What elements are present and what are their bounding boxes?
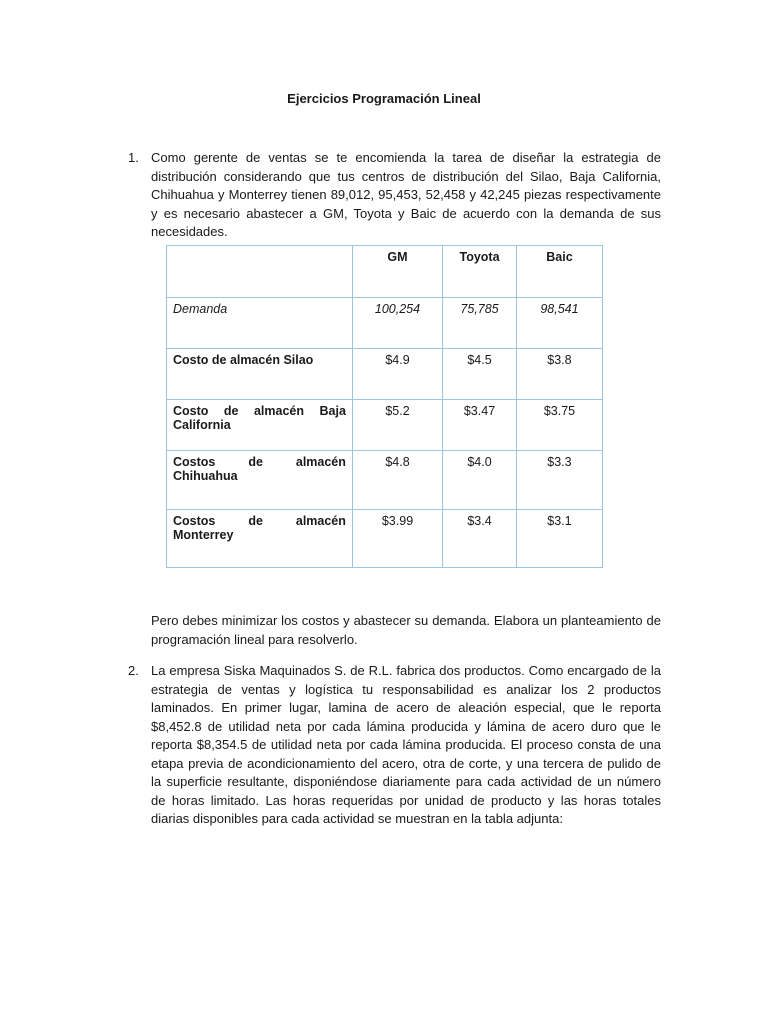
cell-gm: $3.99 bbox=[352, 510, 442, 568]
cell-gm: $4.8 bbox=[352, 451, 442, 510]
header-baic: Baic bbox=[516, 246, 602, 298]
page-title: Ejercicios Programación Lineal bbox=[287, 91, 481, 106]
row-label: Costos de almacén Monterrey bbox=[167, 510, 353, 568]
row-label: Costo de almacén Baja California bbox=[167, 400, 353, 451]
row-label: Costos de almacén Chihuahua bbox=[167, 451, 353, 510]
exercise-1-number: 1. bbox=[128, 150, 139, 165]
cell-baic: 98,541 bbox=[516, 298, 602, 349]
cost-table bbox=[166, 245, 603, 568]
cell-baic: $3.3 bbox=[516, 451, 602, 510]
exercise-2 bbox=[128, 662, 661, 829]
cell-toyota: $4.5 bbox=[443, 349, 517, 400]
cell-baic: $3.75 bbox=[516, 400, 602, 451]
table-row bbox=[167, 510, 603, 568]
row-label: Demanda bbox=[167, 298, 353, 349]
cell-toyota: $3.4 bbox=[443, 510, 517, 568]
row-label: Costo de almacén Silao bbox=[167, 349, 353, 400]
cell-gm: $4.9 bbox=[352, 349, 442, 400]
header-toyota: Toyota bbox=[443, 246, 517, 298]
exercise-2-text: La empresa Siska Maquinados S. de R.L. fabrica dos productos. Como encargado de la estrategia de ventas y logística tu responsabilidad es analizar los 2 productos laminados. En primer lugar, lamina de acero de aleación especial, que le reporta $8,452.8 de utilidad neta por cada lámina producida y lámina de acero duro que le reporta $8,354.5 de utilidad neta por cada lámina producida. El proceso consta de una etapa previa de acondicionamiento del acero, otra de corte, y una tercera de pulido de la superficie resultante, disponiéndose diariamente para cada actividad de un número de horas limitado. Las horas requeridas por unidad de producto y las horas totales diarias disponibles para cada actividad se muestran en la tabla adjunta: bbox=[151, 663, 661, 826]
cell-toyota: $3.47 bbox=[443, 400, 517, 451]
exercise-1 bbox=[128, 149, 661, 242]
cell-gm: $5.2 bbox=[352, 400, 442, 451]
table-row bbox=[167, 400, 603, 451]
table-row bbox=[167, 349, 603, 400]
exercise-1-text: Como gerente de ventas se te encomienda la tarea de diseñar la estrategia de distribución considerando que tus centros de distribución del Silao, Baja California, Chihuahua y Monterrey tienen 89,012, 95,453, 52,458 y 42,245 piezas respectivamente y es necesario abastecer a GM, Toyota y Baic de acuerdo con la demanda de sus necesidades. bbox=[151, 150, 661, 239]
cell-gm: 100,254 bbox=[352, 298, 442, 349]
exercise-2-number: 2. bbox=[128, 663, 139, 678]
cell-baic: $3.1 bbox=[516, 510, 602, 568]
header-gm: GM bbox=[352, 246, 442, 298]
cell-toyota: $4.0 bbox=[443, 451, 517, 510]
header-empty bbox=[167, 246, 353, 298]
table-row bbox=[167, 451, 603, 510]
cell-baic: $3.8 bbox=[516, 349, 602, 400]
cell-toyota: 75,785 bbox=[443, 298, 517, 349]
instruction-paragraph: Pero debes minimizar los costos y abastecer su demanda. Elabora un planteamiento de programación lineal para resolverlo. bbox=[151, 613, 661, 647]
table-header-row bbox=[167, 246, 603, 298]
table-row bbox=[167, 298, 603, 349]
